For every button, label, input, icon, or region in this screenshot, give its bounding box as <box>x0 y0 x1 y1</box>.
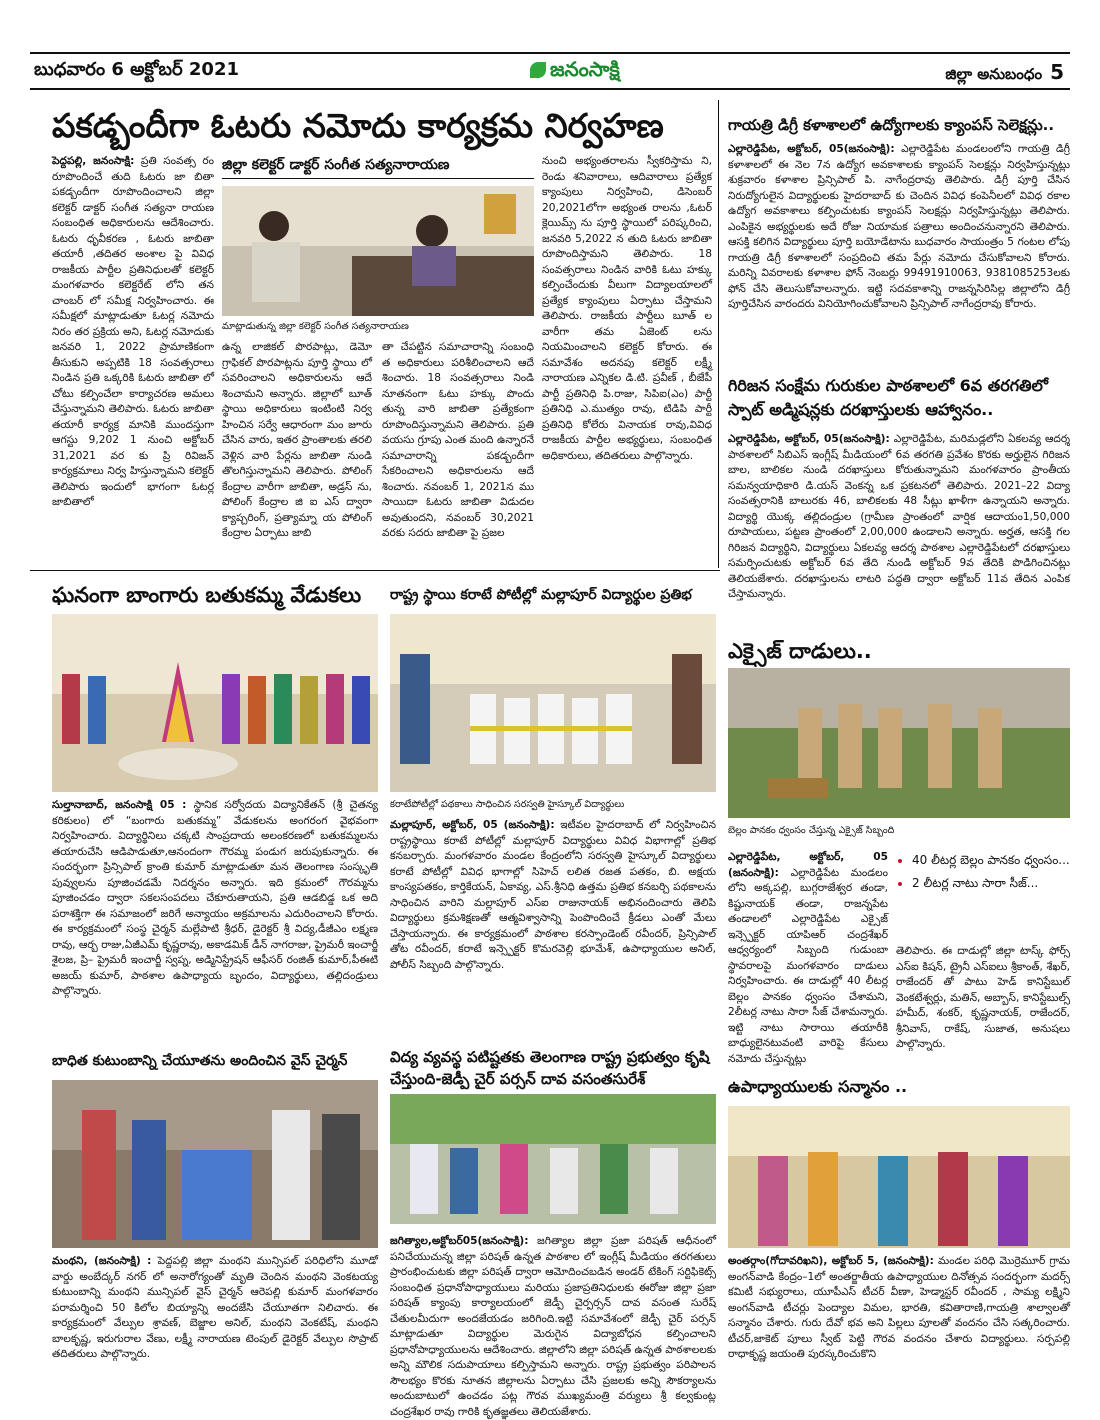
zp-photo <box>390 1094 716 1224</box>
lead-headline: పకడ్బందీగా ఓటరు నమోదు కార్యక్రమ నిర్వహణ <box>52 106 664 145</box>
excise-body-a <box>728 850 888 1065</box>
column-divider <box>718 100 719 568</box>
lead-dateline: పెద్దపల్లి, జనంసాక్షి: <box>52 155 135 167</box>
teachers-text: మండల పరిధి మొర్రెమూర్ గ్రామ అంగన్‌వాడి కేంద్రం–1లో అంతర్జాతీయ ఉపాధ్యాయుల దినోత్సవ సందర్భంగా మదర్స్ కమిటీ సభ్యురాలు, యూపీఎస్ టీచర్ వీణా, హెడ్మాస్టర్ రవీందర్ , సామ్య లక్ష్మిని అంగన్‌వాడి టీచర్లు పెంద్యాల విమల, భారతి, కవితారాణి,గాయత్రి శాల్వాలతో సన్మానం చేశారు. గురు దేవో భవ అని పిల్లలు పూలతో వందనం చేసి సత్కరించారు. టీచర్,జాకెట్ పూలు స్వీట్ పెట్టి గౌరవ వందనం చేశారు విద్యార్థులు. సర్పపల్లి రాధాకృష్ణ జయంతి పురస్కరించుకొని <box>728 1255 1070 1360</box>
bathukamma-celebration-image <box>52 614 378 792</box>
lead-col-1 <box>52 154 214 566</box>
gayatri-headline: గాయత్రి డిగ్రీ కళాశాలలో ఉద్యోగాలకు క్యాంపస్ సెలెక్షన్లు.. <box>728 116 1055 134</box>
excise-photo <box>728 668 1070 818</box>
teachers-headline: ఉపాధ్యాయులకు సన్మానం .. <box>728 1077 908 1096</box>
lead-col-2: ఉన్న లాజికల్ పొరపాట్లు, డెమో గ్రాఫికల్ పొరపాట్లను పూర్తి స్థాయి లో సవరించాలని అధికారులను ఆదే శించామని అన్నారు. జిల్లాలో బూత్ స్థాయి అధికారులు ఇంటింటి నిర్వ హించిన సర్వే ఆధారంగా మం జూరు చేసిన వారు, ఇతర ప్రాంతాలకు తరలి వెళ్లిన వారి పేర్లను జాబితా నుండి తొలగిస్తున్నామని తెలిపారు. పోలింగ్ కేంద్రాల వారీగా జాబితా, అడ్రస్ ను, పోలింగ్ కేంద్రాల జి ఐ ఎస్ ద్వారా క్యాప్చరింగ్, ప్రత్యామ్నా య పోలింగ్ కేంద్రాల ఏర్పాటు జాబి <box>222 341 372 539</box>
leaf-icon <box>530 62 546 78</box>
excise-headline: ఎక్సైజ్ దాడులు.. <box>728 639 872 663</box>
teachers-dateline: అంతర్గాం(గోదావరిఖని), అక్టోబర్ 5, (జనంసాక్షి): <box>728 1255 934 1267</box>
gayatri-text: ఎల్లారెడ్డిపేట మండలంలోని గాయత్రి డిగ్రీ కళాశాలలో ఈ నెల 7న ఉద్యోగ అవకాశాలకు క్యాంపస్ సెలక్షన్లు నిర్వహిస్తున్నట్లు శుక్రవారం కళాశాల ప్రిన్సిపాల్ పి. నాగేంద్రరావు తెలిపారు. డిగ్రీ పూర్తి చేసిన నిరుద్యోగులైన విద్యార్థులకు హైదరాబాద్ కు చెందిన వివిధ కంపెనీలలో వివిధ రకాల ఉద్యోగ అవకాశాలు కల్పించుటకు క్యాంపస్ సెలక్షన్లు నిర్వహిస్తున్నట్లు తెలిపారు. ఎంపికైన అభ్యర్థులకు అదే రోజు నియామక పత్రాలు అందించనున్నారని తెలిపారు. ఆసక్తి కలిగిన విద్యార్థులు పూర్తి బయోడేటాను బుధవారం సాయంత్రం 5 గంటల లోపు గాయత్రి డిగ్రీ కళాశాలలో సంప్రదించి తమ పేర్లు నమోదు చేసుకోవాలని కోరారు. మరిన్ని వివరాలకు కళాశాల ఫోన్ నెంబర్లు 99491910063, 9381085253లకు ఫోన్ చేసి తెలుసుకోవాలన్నారు. ఇట్టి సదవకాశాన్ని రాజన్నసిరిసిల్ల జిల్లాలోని డిగ్రీ పూర్తిచేసిన వారందరు వినియోగించుకోవాలని ప్రిన్సిపాల్ నాగేంద్రరావు కోరారు. <box>728 143 1070 310</box>
lead-col-3: తా చేపట్టిన సమాచారాన్ని సంబంధి త అధికారులు పరిశీలించాలని ఆదే శించారు. 18 సంవత్సరాలు నిండి నూతనంగా ఓటు హక్కు పొందు తున్న వారి జాబితా ప్రత్యేకంగా రూపొందిస్తున్నామని తెలిపారు. ప్రతి వయసు గ్రూపు ఎంత మంది ఉన్నారనే సమాచారాన్ని పకడ్బందీగా సేకరించాలని అధికారులను ఆదే శించారు. నవంబర్ 1, 2021న ము సాయిదా ఓటరు జాబితా విడుదల అవుతుందని, నవంబర్ 30,2021 వరకు సదరు జాబితా పై ప్రజల <box>382 341 534 539</box>
karate-dateline: మల్లాపూర్, అక్టోబర్, 05 (జనంసాక్షి): <box>390 819 555 831</box>
collector-photo <box>222 186 534 316</box>
vicechairman-body <box>52 1254 378 1394</box>
rice-donation-image <box>52 1080 378 1248</box>
excise-bullet-1: • 40 లీటర్ల బెల్లం పానకం ధ్వంసం... <box>912 852 1070 869</box>
excise-body-b: తెలిపారు. ఈ దాడుల్లో జిల్లా టాస్క్ ఫోర్స్ ఎస్ఐ కిషన్, ట్రైనీ ఎస్ఐలు శ్రీకాంత్, శేఖర్, రాజేందర్ తో పాటు హెడ్ కానిస్టేబుల్ వెంకటేశ్వర్లు, మతిన్, అబ్బాస్, కానిస్టేబుల్స్ హమీద్, శంకర్, కృష్ణనాయక్, రాజేందర్, శ్రీనివాస్, రాకేష్, సుజాత, అనుషలు పాల్గొన్నారు. <box>896 945 1070 1050</box>
excise-photo-caption: బెల్లం పానకం ధ్వంసం చేస్తున్న ఎక్సైజ్ సిబ్బంది <box>728 825 895 836</box>
bathukamma-body <box>52 798 378 1038</box>
karate-photo <box>390 614 716 792</box>
zp-certificates-image <box>390 1094 716 1224</box>
gayatri-body <box>728 142 1070 346</box>
newspaper-logo <box>530 57 620 86</box>
excise-text-a: ఎల్లారెడ్డిపేట మండలం లోని అక్కపల్లి, బుగ్గరాజేశ్వర తండా, కిష్టునాయక్ తండా, రాజన్నపేట తండాలలో ఎల్లారెడ్డిపేట ఎక్సైజ్ ఇన్స్పెక్టర్ యాపిఆర్ చంద్రశేఖర్ ఆధ్వర్యంలో సిబ్బంది గుడుంబా స్థావరాలపై మంగళవారం దాడులు నిర్వహించారు. ఈ దాడుల్లో 40 లీటర్ల బెల్లం పానకం ధ్వంసం చేశామని, 2లీటర్ల నాటు సారా సీజ్ చేశామన్నారు. ఇట్టి నాటు సారాయి తయారీకి బాధ్యులైనటువంటి వారిపై కేసులు నమోదు చేస్తున్నట్లు <box>728 866 888 1065</box>
girijana-dateline: ఎల్లారెడ్డిపేట, అక్టోబర్, 05(జనంసాక్షి): <box>728 433 890 445</box>
girijana-headline: గిరిజన సంక్షేమ గురుకుల పాఠశాలలో 6వ తరగతిలో స్పాట్ అడ్మిషన్లకు దరఖాస్తులకు ఆహ్వానం.. <box>728 376 1048 419</box>
excise-dateline: ఎల్లారెడ్డిపేట, అక్టోబర్, 05 (జనంసాక్షి): <box>728 851 888 879</box>
teachers-photo <box>728 1106 1070 1248</box>
karate-body <box>390 818 716 1036</box>
bathukamma-photo <box>52 614 378 792</box>
girijana-text: ఎల్లారెడ్డిపేట, మరిమడ్లలోని ఏకలవ్య ఆదర్శ పాఠశాలలో సిబిఎస్ ఇంగ్లీష్ మీడియంలో 6వ తరగతి ప్రవేశం కొరకు అర్హులైన గిరిజన బాల, బాలికల నుండి దరఖాస్తులు కోరుతున్నామని మంగళవారం ప్రాంతీయ సమన్వయాధికారి డి.యస్ వెంకన్న ఒక ప్రకటనలో తెలిపారు. 2021–22 విద్యా సంవత్సరానికి బాలురకు 46, బాలికలకు 48 సీట్లు ఖాళీగా ఉన్నాయని అన్నారు. విద్యార్థి యొక్క తల్లిదండ్రుల (గ్రామీణ ప్రాంతంలో వార్షిక ఆదాయం1,50,000 రూపాయలు, పట్టణ ప్రాంతంలో 2,00,000 ఉండాలని అన్నారు. అర్హత, ఆసక్తి గల గిరిజన విద్యార్థిని, విద్యార్థులు ఏకలవ్య ఆదర్శ పాఠశాల ఎల్లారెడ్డిపేటలో దరఖాస్తులు సమర్పించుటకు అక్టోబర్ 6వ తేది నుండి అక్టోబర్ 9వ తేదికి పొడిగించినట్లు తెలియజేశారు. దరఖాస్తులను లాటరి పద్ధతి ద్వారా అక్టోబర్ 11వ తేదిన ఎంపిక చేస్తామన్నారు. <box>728 433 1070 600</box>
issue-date: బుధవారం 6 అక్టోబర్ 2021 <box>34 59 239 80</box>
section-label <box>945 60 1064 87</box>
zp-body <box>390 1234 717 1418</box>
excise-highlights <box>896 852 1070 942</box>
section-divider <box>30 570 720 571</box>
vicechairman-text: పెద్దపల్లి జిల్లా మంథని మున్సిపల్ పరిధిలోని మూడో వార్డు అంబేద్కర్ నగర్ లో అనారోగ్యంతో మృతి చెందిన మంథని వెంకటయ్య కుటుంబాన్ని మంథని మున్సిపల్ వైస్ చైర్మన్ ఆరెపల్లి కుమార్ మంగళవారం పరామర్శించి 50 కిలోల బియ్యాన్ని అందజేసి చేయూతగా నిలిచారు. ఈ కార్యక్రమంలో వేల్పుల శ్రావణ్, బెజ్జాల అనిల్, మంథని వెంకటేష్, మంథని బాలకృష్ణ, ఇరుగురాల వేణు, లక్ష్మీ నారాయణ టెంపుల్ డైరెక్టర్ వేల్పుల సొప్రాట్ తదితరులు పాల్గొన్నారు. <box>52 1255 379 1360</box>
karate-text: ఇటీవల హైదరాబాద్ లో నిర్వహించిన రాష్ట్రస్థాయి కరాటే పోటీల్లో మల్లాపూర్ విద్యార్థులు వివిధ విభాగాల్లో ప్రతిభ కనబర్చారు. మంగళవారం మండల కేంద్రంలోని సరస్వతి హైస్కూల్ విద్యార్థులు కరాటే పోటీల్లో వివిధ భాగాల్లో సిహెచ్ లలిత రజత పతకం, బి. అక్షయ కాంస్యపతకం, కార్తికేయన్, ఏకావ్య, ఎస్.శ్రీనిధి ఉత్తమ ప్రతిభ కనబర్చి పథకాలను సాధించిన వారిని మల్లాపూర్ ఎస్ఐ రాజునాయక్ అభినందించారు తెలిపి విద్యార్థులు క్రమశిక్షణతో ఆత్మవిశ్వాసాన్ని పెంపొందించే క్రీడలు ఎంతో మేలు చేస్తాయన్నారు. ఈ కార్యక్రమంలో పాఠశాల కరస్పాండెంట్ రవీందర్, ప్రిన్సిపాల్ తోట రవీందర్, కరాటే ఇన్స్పెక్టర్ కొమరవెల్లి భూమేశ్, ఉపాధ్యాయుల అనిల్, పోలీస్ సిబ్బంది పాల్గొన్నారు. <box>390 819 717 971</box>
vicechairman-dateline: మంథని, (జనంసాక్షి) : <box>52 1255 152 1267</box>
page-number: 5 <box>1050 60 1064 84</box>
excise-bullet-2: • 2 లీటర్ల నాటు సారా సీజ్... <box>912 875 1070 892</box>
gayatri-dateline: ఎల్లారెడ్డిపేట, అక్టోబర్, 05(జనంసాక్షి): <box>728 143 895 155</box>
lead-col-4: నుంచి అభ్యంతరాలను స్వీకరిస్తామ ని, రెండు శనివారాలు, ఆదివారాలు ప్రత్యేక క్యాంపులు నిర్వహించి, డిసెంబర్ 20,2021లోగా అభ్యంత రాలను ,ఓటర్ క్లెయిమ్స్ ను పూర్తి స్థాయిలో పరిష్కరించి, జనవరి 5,2022 న తుది ఓటరు జాబితా రూపొందిస్తామని తెలిపారు. 18 సంవత్సరాలు నిండిన వారికి ఓటు హక్కు కల్పించేందుకు వీలుగా విద్యాలయాలలో ప్రత్యేక క్యాంపులు ఏర్పాటు చేస్తామని తెలిపారు. రాజకీయ పార్టీలు బూత్ ల వారీగా తమ ఏజెంట్ లను నియమించాలని కలెక్టర్ కోరారు. ఈ సమావేశం అదనపు కలెక్టర్ లక్ష్మీ నారాయణ ఎన్నికల డి.టి. ప్రవీణ్ , బీజేపీ పార్టీ ప్రతినిధి పి.రాజు, సిపిఐ(ఎం) పార్టీ ప్రతినిధి ఎ.ముత్యం రావు, టిడిపి పార్టీ ప్రతినిధి కోలేరు వినాయక రావు,వివిధ రాజకీయ పార్టీల అభ్యర్థులు, సంబంధిత అధికారులు, తదితరులు పాల్గొన్నారు. <box>542 155 712 462</box>
karate-photo-caption: కరాటేపోటీల్లో పథకాలు సాధించిన సరస్వతి హైస్కూల్ విద్యార్థులు <box>390 799 625 810</box>
bathukamma-dateline: సుల్తానాబాద్, జనంసాక్షి 05 : <box>52 799 187 811</box>
teachers-felicitation-image <box>728 1106 1070 1248</box>
vicechairman-headline: బాధిత కుటుంబాన్ని చేయూతను అందించిన వైస్ చైర్మన్ <box>52 1053 348 1069</box>
zp-headline: విద్య వ్యవస్థ పటిష్టతకు తెలంగాణ రాష్ట్ర ప్రభుత్వం కృషి చేస్తుంది-జెడ్పీ చైర్ పర్సన్ దావ వసంతసురేశ్ <box>390 1048 710 1088</box>
zp-text: జగిత్యాల జిల్లా ప్రజా పరిషత్ ఆధీనంలో పనిచేయుచున్న జిల్లా పరిషత్ ఉన్నత పాఠశాల లో ఇంగ్లీష్ మీడియం తరగతులు ప్రారంభించుటకు జిల్లా పరిషత్ ద్వారా ఆమోదించబడిన అండర్ టేకింగ్ సర్టిఫికెట్స్ సంబంధిత ప్రధానోపాధ్యాయులు మరియు ప్రజాప్రతినిధులకు ఈరోజు జిల్లా ప్రజా పరిషత్ క్యాంపు కార్యాలయంలో జెడ్పీ చైర్పర్సన్ దావ వసంత సురేష్ చేతులమీదుగా అందజేయడం జరిగింది.ఇట్టి సమావేశంలో జెడ్పీ చైర్ పర్సన్ మాట్లాడుతూ విద్యార్థుల మెరుగైన విద్యాబోధన కల్పించాలని ప్రధానోపాధ్యాయులను ఆదేశించారు. జిల్లాలోని జిల్లా పరిషత్ ఉన్నత పాఠశాలలకు అన్ని మౌలిక సదుపాయాలు కల్పిస్తామని అన్నారు. రాష్ట్ర ప్రభుత్వం పరిపాలన సౌలభ్యం కొరకు నూతన జిల్లాలను ఏర్పాటు చేసి ప్రజలకు అన్ని సౌకర్యాలను అందుబాటులో ఉంచడం పట్ల గౌరవ ముఖ్యమంత్రి వర్యులు శ్రీ కల్వకుంట్ల చంద్రశేఖర రావు గారికి కృతజ్ఞతలు తెలియజేశారు. <box>390 1235 717 1418</box>
karate-headline: రాష్ట్ర స్థాయి కరాటే పోటీల్లో మల్లాపూర్ విద్యార్థుల ప్రతిభ <box>390 587 692 603</box>
bathukamma-text: స్థానిక సర్వోదయ విద్యానికేతన్ (శ్రీ చైతన్య కరికులం) లో “బంగారు బతుకమ్మ” వేడుకలను అంగరంగ వైభవంగా నిర్వహించారు. విద్యార్థినిలు చక్కటి సాంప్రదాయ అలంకరణలో బతుకమ్మలను తయారుచేసి ఆడిపాడుతూ,ఆనందంగా గౌరమ్మ పండుగ జరుపుకున్నారు. ఈ సందర్భంగా ప్రిన్సిపాల్ క్రాంతి కుమార్ మాట్లాడుతూ మన తెలంగాణ సంస్కృతి పువ్వులను పూజించడమే నిదర్శనం అన్నారు. ఇది క్రమంలో గౌరమ్మను పూజించడం ద్వారా సకలసంపదలు చేకూరుతాయని, ప్రతి ఆడబిడ్డ ఒక అది పరాశక్తిగా ఈ సమాజంలో జరిగే అన్యాయం అక్రమాలను ఎదురించాలని కోరారు. ఈ కార్యక్రమంలో సంస్థ చైర్మన్ మల్లేపాటి శ్రీధర్, డైరెక్టర్ శ్రీ విద్య,డీజీఎం లక్ష్మణ రావు, ఆర్బ రాజు,ఏజీఎమ్ కృష్ణరావు, అకాడమిక్ డీన్ నాగరాజు, ప్రైమరీ ఇంచార్జీ శైలజ, ప్రి– ప్రైమరీ ఇంచార్జీ స్వప్న, అడ్మినిస్ట్రేషన్ ఆఫీసర్ రంజిత్ కుమార్,పీఈటి అజయ్ కుమార్, పాఠశాల ఉపాధ్యాయ బృందం, విద్యార్థులు, తల్లిదండ్రులు పాల్గొన్నారు. <box>52 799 379 997</box>
zp-dateline: జగిత్యాల,అక్టోబర్05(జనంసాక్షి): <box>390 1235 529 1247</box>
bathukamma-headline: ఘనంగా బాంగారు బతుకమ్మ వేడుకలు <box>52 583 362 607</box>
collector-meeting-image <box>222 186 534 316</box>
lead-col-1-text: ప్రతి సంవత్స రం రూపొందించే తుది ఓటరు జా బితా పకడ్బందీగా రూపొందించాలని జిల్లా కలెక్టర్ డాక్టర్ సంగీత సత్యనా రాయణ సంబంధిత అధికారులను ఆదేశించారు. ఓటరు ధృవీకరణ , ఓటరు జాబితా తయారీ ,తదితర అంశాల పై వివిధ రాజకీయ పార్టీల ప్రతినిధులతో కలెక్టర్ మంగళవారం కలెక్టరేట్ లోని తన చాంబర్ లో సమీక్ష నిర్వహించారు. ఈ సమీక్షలో మాట్లాడుతూ ఓటర్ల నమోదు నిరం తర ప్రక్రియ అని, ఓటర్ల నమోదుకు జనవరి 1, 2022 ప్రామాణికంగా తీసుకుని అప్పటికి 18 సంవత్సరాలు నిండిన ప్రతి ఒక్కరికి ఓటరు జాబితా లో చోటు కల్పించేలా కార్యాచరణ అమలు చేస్తున్నామని తెలిపారు. ఓటరు జాబితా తయారీ కార్యక్ర మానికి ముందస్తుగా ఆగస్టు 9,202 1 నుంచి అక్టోబర్ 31,2021 వర కు ప్రి రివిజన్ కార్యక్రమాలు నిర్వ హిస్తున్నామని కలెక్టర్ తెలిపారు ఇందులో భాగంగా ఓటర్ల జాబితాలో <box>52 155 214 508</box>
excise-bullet-list <box>896 852 1070 892</box>
masthead <box>30 52 1070 90</box>
girijana-body <box>728 432 1070 624</box>
vicechairman-photo <box>52 1080 378 1248</box>
teachers-body <box>728 1254 1070 1404</box>
collector-photo-caption: మాట్లాడుతున్న జిల్లా కలెక్టర్ సంగీత సత్యనారాయణ <box>222 321 409 332</box>
excise-raid-image <box>728 668 1070 818</box>
section-name: జిల్లా అనుబంధం <box>945 65 1043 83</box>
lead-subheadline: జిల్లా కలెక్టర్ డాక్టర్ సంగీత సత్యనారాయణ <box>222 154 534 179</box>
logo-text: జనంసాక్షి <box>550 57 620 81</box>
karate-students-image <box>390 614 716 792</box>
